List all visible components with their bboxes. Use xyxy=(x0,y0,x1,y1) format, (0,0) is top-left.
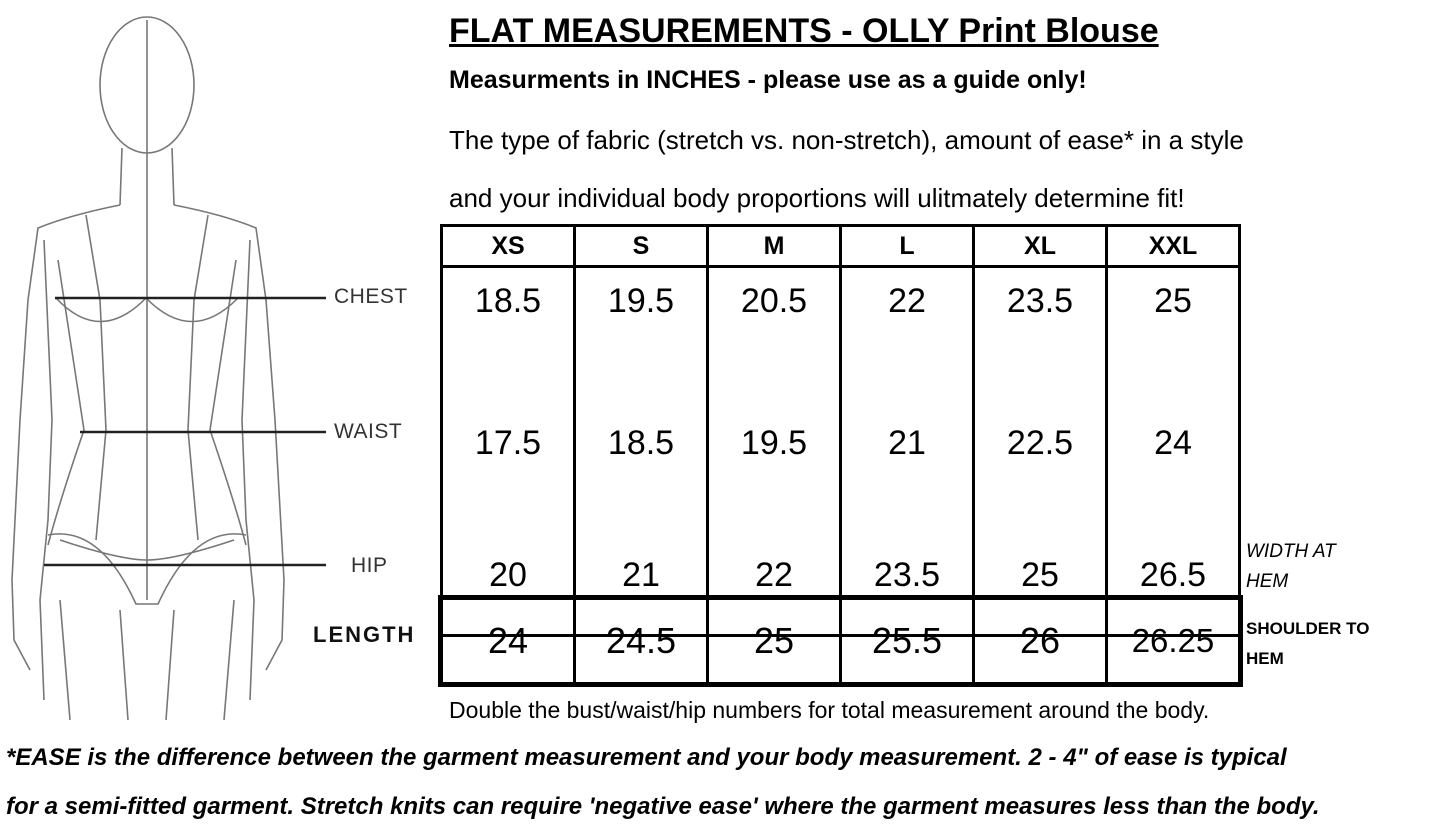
length-table xyxy=(440,597,1241,685)
measurement-table xyxy=(440,224,1241,637)
ease-note-line-2: for a semi-fitted garment. Stretch knits can require 'negative ease' where the garment measures less than the body. xyxy=(6,793,1320,820)
waist-cell: 21 xyxy=(841,410,974,542)
waist-cell: 24 xyxy=(1107,410,1240,542)
chest-cell: 18.5 xyxy=(442,267,575,411)
length-note-line-1: SHOULDER TO xyxy=(1246,619,1370,638)
length-cell: 25 xyxy=(708,599,841,684)
length-cell: 24 xyxy=(442,599,575,684)
chest-row xyxy=(442,267,1240,411)
hip-note-line-2: HEM xyxy=(1246,571,1289,592)
page-title: FLAT MEASUREMENTS - OLLY Print Blouse xyxy=(449,12,1159,50)
size-header: XL xyxy=(974,226,1107,267)
chest-cell: 20.5 xyxy=(708,267,841,411)
size-header: XXL xyxy=(1107,226,1240,267)
chest-cell: 19.5 xyxy=(575,267,708,411)
waist-cell: 19.5 xyxy=(708,410,841,542)
waist-cell: 17.5 xyxy=(442,410,575,542)
waist-label: WAIST xyxy=(334,420,403,443)
hip-cell: 23.5 xyxy=(841,542,974,636)
hip-note-line-1: WIDTH AT xyxy=(1246,541,1336,562)
hip-cell: 21 xyxy=(575,542,708,636)
ease-note-line-1: *EASE is the difference between the garment measurement and your body measurement. 2 - 4" of ease is typical xyxy=(6,744,1287,771)
hip-label: HIP xyxy=(351,554,388,577)
size-header: L xyxy=(841,226,974,267)
size-header: XS xyxy=(442,226,575,267)
size-header: M xyxy=(708,226,841,267)
waist-cell: 18.5 xyxy=(575,410,708,542)
description-line-2: and your individual body proportions will ulitmately determine fit! xyxy=(449,183,1185,213)
hip-cell: 22 xyxy=(708,542,841,636)
length-note xyxy=(1246,614,1369,674)
waist-row xyxy=(442,410,1240,542)
body-figure-illustration xyxy=(0,0,440,720)
size-header: S xyxy=(575,226,708,267)
double-note: Double the bust/waist/hip numbers for total measurement around the body. xyxy=(449,697,1210,723)
length-note-line-2: HEM xyxy=(1246,649,1284,668)
description-line-1: The type of fabric (stretch vs. non-stretch), amount of ease* in a style xyxy=(449,125,1244,155)
hip-cell: 25 xyxy=(974,542,1107,636)
length-label: LENGTH xyxy=(313,622,416,647)
hip-cell: 26.5 xyxy=(1107,542,1240,636)
waist-cell: 22.5 xyxy=(974,410,1107,542)
length-cell: 25.5 xyxy=(841,599,974,684)
length-row xyxy=(442,599,1240,684)
length-cell: 26 xyxy=(974,599,1107,684)
chest-cell: 23.5 xyxy=(974,267,1107,411)
length-cell: 24.5 xyxy=(575,599,708,684)
hip-note xyxy=(1246,537,1336,597)
chest-cell: 25 xyxy=(1107,267,1240,411)
chest-label: CHEST xyxy=(334,285,408,308)
size-header-row xyxy=(442,226,1240,267)
page-subtitle: Measurments in INCHES - please use as a guide only! xyxy=(449,66,1087,94)
length-cell: 26.25 xyxy=(1107,599,1240,684)
hip-cell: 20 xyxy=(442,542,575,636)
chest-cell: 22 xyxy=(841,267,974,411)
